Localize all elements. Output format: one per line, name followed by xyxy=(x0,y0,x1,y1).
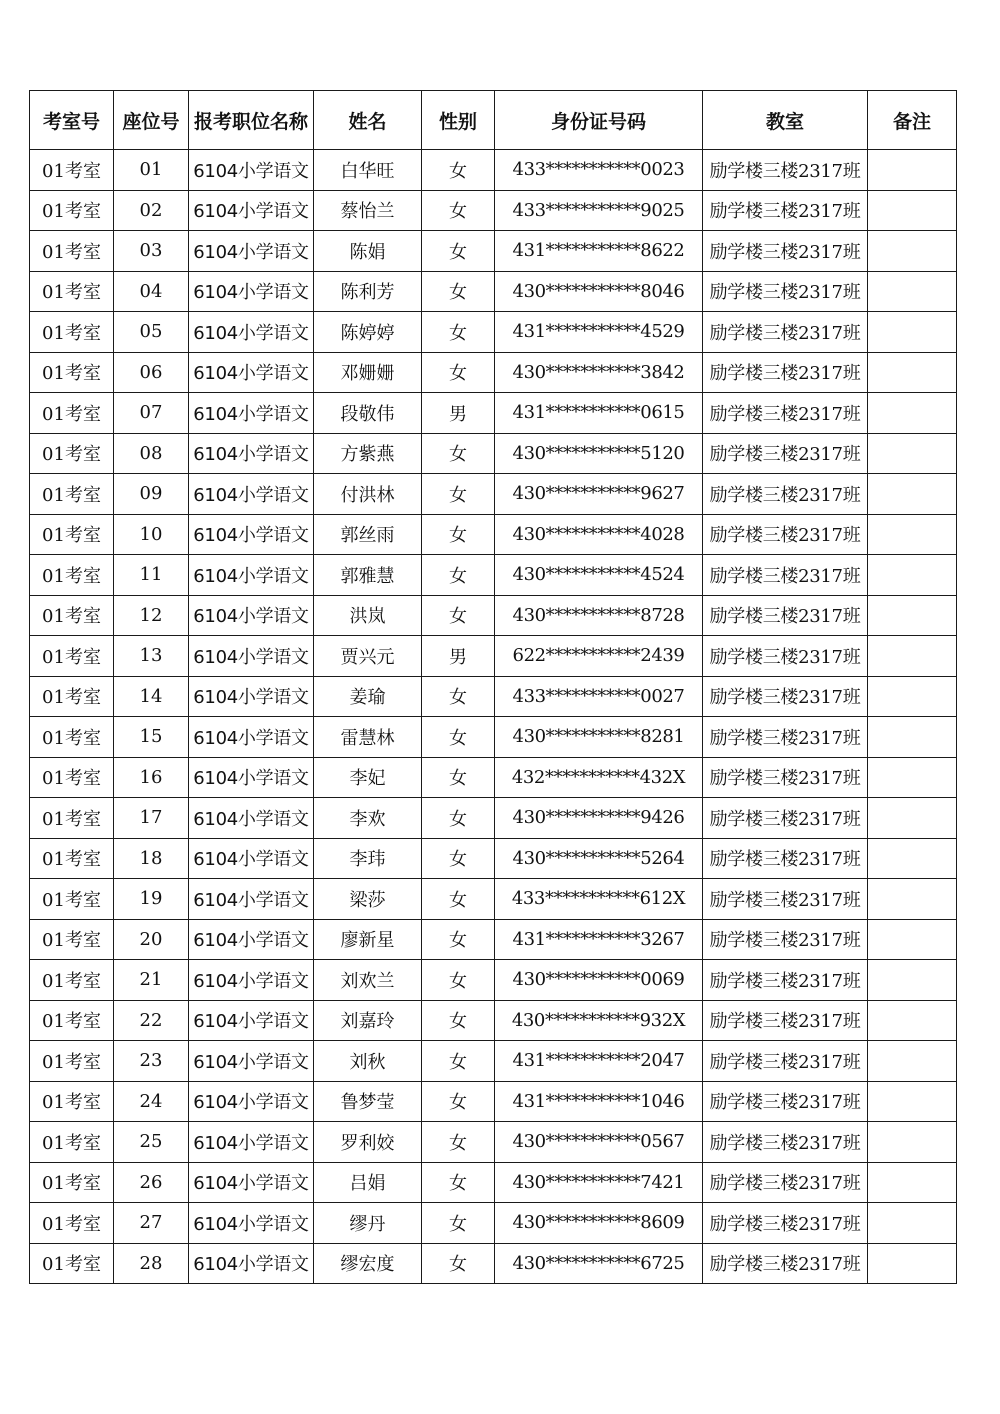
cell-position: 6104小学语文 xyxy=(189,271,314,312)
table-row xyxy=(30,676,957,717)
cell-note xyxy=(868,717,957,758)
cell-seat: 21 xyxy=(114,960,189,1001)
cell-note xyxy=(868,514,957,555)
cell-name: 李欢 xyxy=(314,798,422,839)
cell-id-number: 430***********8728 xyxy=(495,595,703,636)
cell-gender: 女 xyxy=(422,474,495,515)
cell-position: 6104小学语文 xyxy=(189,474,314,515)
cell-classroom: 励学楼三楼2317班 xyxy=(703,960,868,1001)
cell-gender: 女 xyxy=(422,1122,495,1163)
cell-id-number: 430***********4524 xyxy=(495,555,703,596)
cell-room: 01考室 xyxy=(30,1000,114,1041)
cell-room: 01考室 xyxy=(30,514,114,555)
table-row xyxy=(30,636,957,677)
cell-id-number: 430***********8046 xyxy=(495,271,703,312)
cell-seat: 09 xyxy=(114,474,189,515)
cell-classroom: 励学楼三楼2317班 xyxy=(703,757,868,798)
cell-room: 01考室 xyxy=(30,636,114,677)
cell-classroom: 励学楼三楼2317班 xyxy=(703,271,868,312)
cell-id-number: 622***********2439 xyxy=(495,636,703,677)
cell-name: 刘嘉玲 xyxy=(314,1000,422,1041)
cell-name: 郭雅慧 xyxy=(314,555,422,596)
cell-room: 01考室 xyxy=(30,312,114,353)
cell-room: 01考室 xyxy=(30,555,114,596)
cell-classroom: 励学楼三楼2317班 xyxy=(703,676,868,717)
table-row xyxy=(30,352,957,393)
cell-gender: 女 xyxy=(422,433,495,474)
cell-room: 01考室 xyxy=(30,1162,114,1203)
table-row xyxy=(30,190,957,231)
cell-gender: 女 xyxy=(422,1041,495,1082)
cell-name: 姜瑜 xyxy=(314,676,422,717)
cell-note xyxy=(868,1162,957,1203)
cell-room: 01考室 xyxy=(30,433,114,474)
cell-id-number: 430***********8281 xyxy=(495,717,703,758)
table-row xyxy=(30,150,957,191)
cell-id-number: 430***********9627 xyxy=(495,474,703,515)
cell-seat: 27 xyxy=(114,1203,189,1244)
cell-classroom: 励学楼三楼2317班 xyxy=(703,1000,868,1041)
cell-position: 6104小学语文 xyxy=(189,919,314,960)
cell-name: 洪岚 xyxy=(314,595,422,636)
cell-gender: 女 xyxy=(422,312,495,353)
cell-name: 方紫燕 xyxy=(314,433,422,474)
cell-classroom: 励学楼三楼2317班 xyxy=(703,231,868,272)
cell-note xyxy=(868,190,957,231)
cell-gender: 女 xyxy=(422,717,495,758)
cell-id-number: 430***********4028 xyxy=(495,514,703,555)
table-row xyxy=(30,1203,957,1244)
cell-name: 廖新星 xyxy=(314,919,422,960)
cell-name: 郭丝雨 xyxy=(314,514,422,555)
cell-room: 01考室 xyxy=(30,595,114,636)
cell-classroom: 励学楼三楼2317班 xyxy=(703,919,868,960)
cell-room: 01考室 xyxy=(30,1243,114,1284)
cell-id-number: 433***********0023 xyxy=(495,150,703,191)
cell-note xyxy=(868,271,957,312)
cell-name: 付洪林 xyxy=(314,474,422,515)
cell-note xyxy=(868,555,957,596)
cell-seat: 14 xyxy=(114,676,189,717)
cell-room: 01考室 xyxy=(30,960,114,1001)
cell-name: 蔡怡兰 xyxy=(314,190,422,231)
cell-name: 白华旺 xyxy=(314,150,422,191)
cell-seat: 07 xyxy=(114,393,189,434)
cell-id-number: 430***********0069 xyxy=(495,960,703,1001)
table-row xyxy=(30,798,957,839)
cell-position: 6104小学语文 xyxy=(189,676,314,717)
cell-classroom: 励学楼三楼2317班 xyxy=(703,595,868,636)
table-row xyxy=(30,514,957,555)
cell-room: 01考室 xyxy=(30,271,114,312)
cell-id-number: 430***********932X xyxy=(495,1000,703,1041)
header-name: 姓名 xyxy=(314,91,422,150)
cell-name: 陈利芳 xyxy=(314,271,422,312)
table-row xyxy=(30,271,957,312)
cell-position: 6104小学语文 xyxy=(189,1081,314,1122)
cell-position: 6104小学语文 xyxy=(189,555,314,596)
cell-classroom: 励学楼三楼2317班 xyxy=(703,1122,868,1163)
cell-room: 01考室 xyxy=(30,1081,114,1122)
cell-gender: 女 xyxy=(422,1162,495,1203)
table-row xyxy=(30,1162,957,1203)
table-row xyxy=(30,474,957,515)
table-row xyxy=(30,919,957,960)
table-row xyxy=(30,312,957,353)
cell-classroom: 励学楼三楼2317班 xyxy=(703,433,868,474)
header-note: 备注 xyxy=(868,91,957,150)
cell-id-number: 431***********8622 xyxy=(495,231,703,272)
cell-note xyxy=(868,1041,957,1082)
cell-note xyxy=(868,231,957,272)
cell-note xyxy=(868,636,957,677)
cell-name: 缪宏度 xyxy=(314,1243,422,1284)
cell-room: 01考室 xyxy=(30,798,114,839)
cell-seat: 06 xyxy=(114,352,189,393)
cell-seat: 10 xyxy=(114,514,189,555)
cell-room: 01考室 xyxy=(30,676,114,717)
cell-name: 雷慧林 xyxy=(314,717,422,758)
cell-note xyxy=(868,595,957,636)
cell-gender: 女 xyxy=(422,1081,495,1122)
cell-room: 01考室 xyxy=(30,919,114,960)
cell-name: 贾兴元 xyxy=(314,636,422,677)
cell-note xyxy=(868,676,957,717)
cell-id-number: 430***********9426 xyxy=(495,798,703,839)
cell-seat: 04 xyxy=(114,271,189,312)
cell-position: 6104小学语文 xyxy=(189,514,314,555)
cell-id-number: 430***********0567 xyxy=(495,1122,703,1163)
cell-seat: 16 xyxy=(114,757,189,798)
cell-room: 01考室 xyxy=(30,190,114,231)
cell-note xyxy=(868,879,957,920)
cell-note xyxy=(868,919,957,960)
cell-seat: 24 xyxy=(114,1081,189,1122)
cell-position: 6104小学语文 xyxy=(189,1000,314,1041)
table-row xyxy=(30,231,957,272)
cell-name: 刘欢兰 xyxy=(314,960,422,1001)
cell-note xyxy=(868,1000,957,1041)
cell-gender: 女 xyxy=(422,150,495,191)
cell-position: 6104小学语文 xyxy=(189,1162,314,1203)
cell-position: 6104小学语文 xyxy=(189,393,314,434)
cell-seat: 15 xyxy=(114,717,189,758)
cell-note xyxy=(868,393,957,434)
cell-name: 陈娟 xyxy=(314,231,422,272)
cell-name: 段敬伟 xyxy=(314,393,422,434)
cell-room: 01考室 xyxy=(30,879,114,920)
table-row xyxy=(30,595,957,636)
cell-note xyxy=(868,960,957,1001)
cell-name: 李妃 xyxy=(314,757,422,798)
cell-note xyxy=(868,312,957,353)
cell-room: 01考室 xyxy=(30,1122,114,1163)
cell-id-number: 430***********7421 xyxy=(495,1162,703,1203)
header-room: 考室号 xyxy=(30,91,114,150)
cell-position: 6104小学语文 xyxy=(189,190,314,231)
cell-note xyxy=(868,150,957,191)
cell-position: 6104小学语文 xyxy=(189,231,314,272)
cell-position: 6104小学语文 xyxy=(189,312,314,353)
cell-note xyxy=(868,474,957,515)
cell-room: 01考室 xyxy=(30,352,114,393)
cell-position: 6104小学语文 xyxy=(189,1041,314,1082)
cell-position: 6104小学语文 xyxy=(189,1122,314,1163)
cell-id-number: 430***********5120 xyxy=(495,433,703,474)
cell-seat: 17 xyxy=(114,798,189,839)
cell-gender: 女 xyxy=(422,757,495,798)
cell-classroom: 励学楼三楼2317班 xyxy=(703,150,868,191)
cell-name: 缪丹 xyxy=(314,1203,422,1244)
cell-gender: 女 xyxy=(422,879,495,920)
cell-position: 6104小学语文 xyxy=(189,717,314,758)
cell-gender: 女 xyxy=(422,838,495,879)
cell-name: 罗利姣 xyxy=(314,1122,422,1163)
cell-name: 邓姗姗 xyxy=(314,352,422,393)
cell-id-number: 431***********1046 xyxy=(495,1081,703,1122)
cell-position: 6104小学语文 xyxy=(189,150,314,191)
cell-id-number: 433***********9025 xyxy=(495,190,703,231)
cell-gender: 女 xyxy=(422,1000,495,1041)
table-row xyxy=(30,717,957,758)
cell-seat: 18 xyxy=(114,838,189,879)
table-row xyxy=(30,1000,957,1041)
cell-note xyxy=(868,798,957,839)
cell-seat: 26 xyxy=(114,1162,189,1203)
cell-room: 01考室 xyxy=(30,231,114,272)
cell-id-number: 430***********5264 xyxy=(495,838,703,879)
cell-classroom: 励学楼三楼2317班 xyxy=(703,190,868,231)
cell-id-number: 431***********3267 xyxy=(495,919,703,960)
cell-id-number: 430***********8609 xyxy=(495,1203,703,1244)
cell-name: 陈婷婷 xyxy=(314,312,422,353)
cell-gender: 女 xyxy=(422,1203,495,1244)
cell-room: 01考室 xyxy=(30,1203,114,1244)
cell-id-number: 430***********6725 xyxy=(495,1243,703,1284)
cell-position: 6104小学语文 xyxy=(189,879,314,920)
cell-room: 01考室 xyxy=(30,717,114,758)
cell-name: 李玮 xyxy=(314,838,422,879)
table-row xyxy=(30,433,957,474)
header-classroom: 教室 xyxy=(703,91,868,150)
cell-seat: 01 xyxy=(114,150,189,191)
cell-id-number: 431***********4529 xyxy=(495,312,703,353)
cell-classroom: 励学楼三楼2317班 xyxy=(703,1162,868,1203)
cell-name: 梁莎 xyxy=(314,879,422,920)
cell-room: 01考室 xyxy=(30,838,114,879)
cell-classroom: 励学楼三楼2317班 xyxy=(703,1041,868,1082)
cell-position: 6104小学语文 xyxy=(189,636,314,677)
cell-gender: 女 xyxy=(422,595,495,636)
cell-room: 01考室 xyxy=(30,150,114,191)
cell-seat: 23 xyxy=(114,1041,189,1082)
cell-position: 6104小学语文 xyxy=(189,1203,314,1244)
cell-seat: 22 xyxy=(114,1000,189,1041)
cell-position: 6104小学语文 xyxy=(189,595,314,636)
header-gender: 性别 xyxy=(422,91,495,150)
cell-seat: 08 xyxy=(114,433,189,474)
cell-position: 6104小学语文 xyxy=(189,757,314,798)
table-row xyxy=(30,1122,957,1163)
cell-id-number: 431***********2047 xyxy=(495,1041,703,1082)
cell-gender: 女 xyxy=(422,352,495,393)
table-row xyxy=(30,1243,957,1284)
cell-name: 鲁梦莹 xyxy=(314,1081,422,1122)
cell-gender: 男 xyxy=(422,393,495,434)
cell-note xyxy=(868,433,957,474)
cell-id-number: 431***********0615 xyxy=(495,393,703,434)
cell-gender: 女 xyxy=(422,190,495,231)
cell-classroom: 励学楼三楼2317班 xyxy=(703,474,868,515)
table-row xyxy=(30,1041,957,1082)
cell-note xyxy=(868,352,957,393)
cell-position: 6104小学语文 xyxy=(189,433,314,474)
cell-id-number: 433***********612X xyxy=(495,879,703,920)
table-row xyxy=(30,555,957,596)
cell-seat: 28 xyxy=(114,1243,189,1284)
cell-classroom: 励学楼三楼2317班 xyxy=(703,514,868,555)
cell-classroom: 励学楼三楼2317班 xyxy=(703,312,868,353)
cell-position: 6104小学语文 xyxy=(189,838,314,879)
cell-classroom: 励学楼三楼2317班 xyxy=(703,798,868,839)
cell-gender: 女 xyxy=(422,676,495,717)
exam-roster-table xyxy=(29,90,957,1284)
cell-gender: 女 xyxy=(422,919,495,960)
cell-position: 6104小学语文 xyxy=(189,352,314,393)
cell-classroom: 励学楼三楼2317班 xyxy=(703,393,868,434)
cell-seat: 03 xyxy=(114,231,189,272)
table-row xyxy=(30,393,957,434)
cell-gender: 女 xyxy=(422,514,495,555)
cell-classroom: 励学楼三楼2317班 xyxy=(703,352,868,393)
cell-seat: 05 xyxy=(114,312,189,353)
table-row xyxy=(30,1081,957,1122)
cell-position: 6104小学语文 xyxy=(189,798,314,839)
table-row xyxy=(30,757,957,798)
header-position: 报考职位名称 xyxy=(189,91,314,150)
cell-classroom: 励学楼三楼2317班 xyxy=(703,636,868,677)
cell-gender: 女 xyxy=(422,271,495,312)
cell-room: 01考室 xyxy=(30,757,114,798)
cell-gender: 女 xyxy=(422,1243,495,1284)
cell-note xyxy=(868,838,957,879)
cell-classroom: 励学楼三楼2317班 xyxy=(703,1203,868,1244)
cell-name: 吕娟 xyxy=(314,1162,422,1203)
cell-gender: 女 xyxy=(422,798,495,839)
cell-seat: 19 xyxy=(114,879,189,920)
cell-classroom: 励学楼三楼2317班 xyxy=(703,838,868,879)
cell-room: 01考室 xyxy=(30,474,114,515)
cell-seat: 13 xyxy=(114,636,189,677)
cell-seat: 11 xyxy=(114,555,189,596)
cell-classroom: 励学楼三楼2317班 xyxy=(703,1081,868,1122)
cell-note xyxy=(868,1243,957,1284)
cell-classroom: 励学楼三楼2317班 xyxy=(703,555,868,596)
cell-id-number: 430***********3842 xyxy=(495,352,703,393)
table-row xyxy=(30,838,957,879)
cell-seat: 12 xyxy=(114,595,189,636)
table-row xyxy=(30,960,957,1001)
cell-id-number: 432***********432X xyxy=(495,757,703,798)
cell-gender: 男 xyxy=(422,636,495,677)
cell-room: 01考室 xyxy=(30,393,114,434)
cell-note xyxy=(868,757,957,798)
header-row xyxy=(30,91,957,150)
header-id-number: 身份证号码 xyxy=(495,91,703,150)
cell-note xyxy=(868,1081,957,1122)
cell-classroom: 励学楼三楼2317班 xyxy=(703,717,868,758)
cell-id-number: 433***********0027 xyxy=(495,676,703,717)
cell-seat: 20 xyxy=(114,919,189,960)
cell-gender: 女 xyxy=(422,555,495,596)
cell-seat: 02 xyxy=(114,190,189,231)
cell-name: 刘秋 xyxy=(314,1041,422,1082)
cell-room: 01考室 xyxy=(30,1041,114,1082)
cell-position: 6104小学语文 xyxy=(189,960,314,1001)
cell-note xyxy=(868,1122,957,1163)
table-body xyxy=(30,150,957,1284)
cell-classroom: 励学楼三楼2317班 xyxy=(703,879,868,920)
cell-seat: 25 xyxy=(114,1122,189,1163)
cell-position: 6104小学语文 xyxy=(189,1243,314,1284)
header-seat: 座位号 xyxy=(114,91,189,150)
cell-note xyxy=(868,1203,957,1244)
table-row xyxy=(30,879,957,920)
cell-gender: 女 xyxy=(422,231,495,272)
cell-classroom: 励学楼三楼2317班 xyxy=(703,1243,868,1284)
cell-gender: 女 xyxy=(422,960,495,1001)
